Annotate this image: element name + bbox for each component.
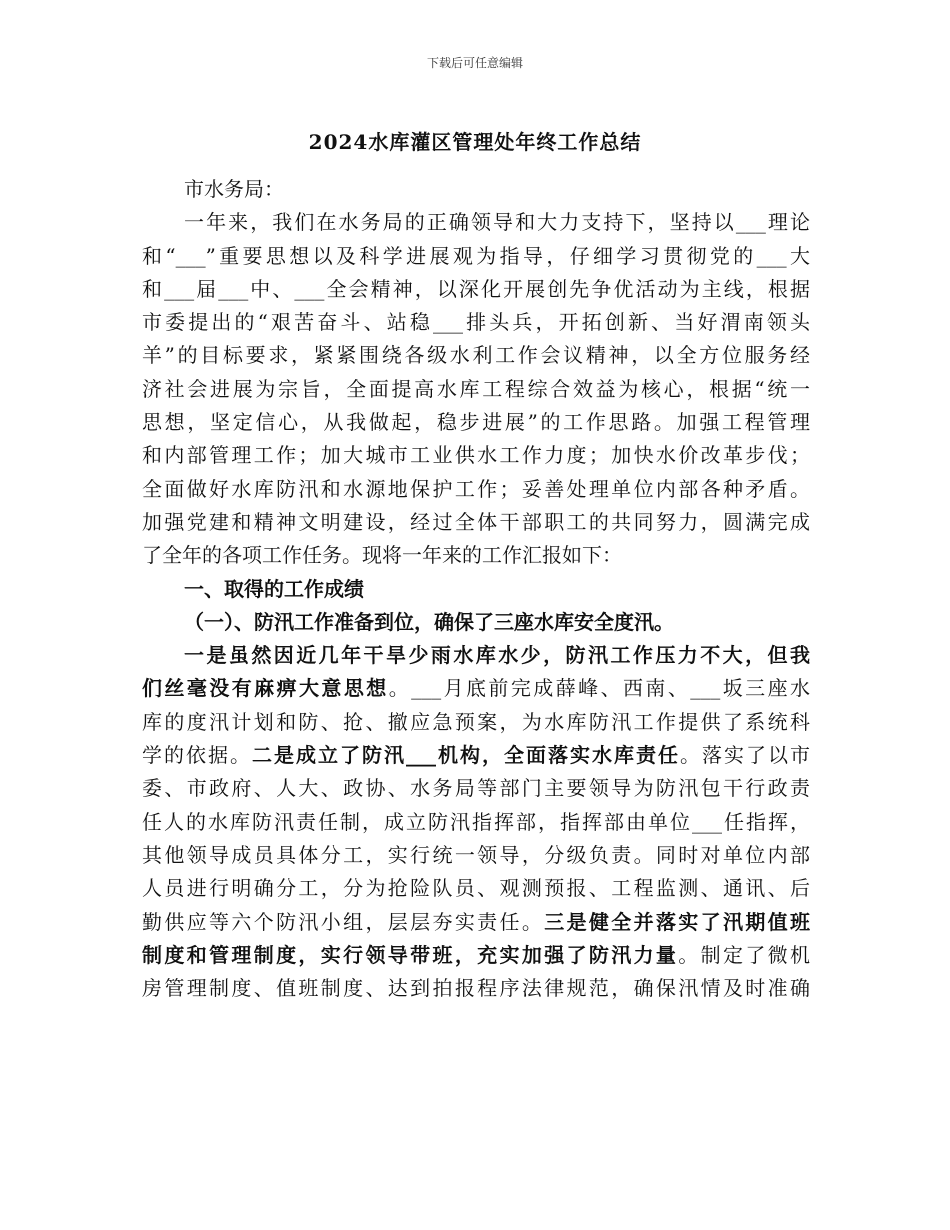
text-line xyxy=(142,739,810,772)
document-body xyxy=(142,173,810,1005)
text-line: 和___届___中、___全会精神，以深化开展创先争优活动为主线，根据 xyxy=(142,276,810,301)
text-line: 委、市政府、人大、政协、水务局等部门主要领导为防汛包干行政责 xyxy=(142,776,810,801)
text-line: 房管理制度、值班制度、达到拍报程序法律规范，确保汛情及时准确 xyxy=(142,976,810,1001)
text-run: 学的依据。 xyxy=(142,743,252,768)
text-line: 加强党建和精神文明建设，经过全体干部职工的共同努力，圆满完成 xyxy=(142,509,810,534)
text-line: 一、取得的工作成绩 xyxy=(184,576,364,601)
bold-text: 制度和管理制度，实行领导带班，充实加强了防汛力量 xyxy=(142,942,679,967)
text-line: 库的度汛计划和防、抢、撤应急预案，为水库防汛工作提供了系统科 xyxy=(142,709,810,734)
text-line: 和“___”重要思想以及科学进展观为指导，仔细学习贯彻党的___大 xyxy=(142,243,810,268)
text-line xyxy=(142,906,810,939)
header-note: 下载后可任意编辑 xyxy=(426,56,523,70)
text-line: 和内部管理工作；加大城市工业供水工作力度；加快水价改革步伐； xyxy=(142,443,810,468)
text-line: 全面做好水库防汛和水源地保护工作；妥善处理单位内部各种矛盾。 xyxy=(142,476,810,501)
text-line: 一年来，我们在水务局的正确领导和大力支持下，坚持以___理论 xyxy=(184,210,810,235)
bold-text: 二是成立了防汛___机构，全面落实水库责任 xyxy=(252,743,680,768)
document-title: 2024水库灌区管理处年终工作总结 xyxy=(308,130,642,154)
bold-text: 们丝毫没有麻痹大意思想 xyxy=(142,676,389,701)
text-line: 市委提出的“艰苦奋斗、站稳___排头兵，开拓创新、当好渭南领头 xyxy=(142,310,810,335)
text-line: 其他领导成员具体分工，实行统一领导，分级负责。同时对单位内部 xyxy=(142,842,810,867)
text-line xyxy=(142,939,810,972)
text-line: 思想，坚定信心，从我做起，稳步进展”的工作思路。加强工程管理 xyxy=(142,410,810,435)
text-line: 市水务局： xyxy=(184,177,284,201)
text-line xyxy=(142,672,810,705)
text-line: （一）、防汛工作准备到位，确保了三座水库安全度汛。 xyxy=(184,609,674,634)
text-line: 一是虽然因近几年干旱少雨水库水少，防汛工作压力不大，但我 xyxy=(184,643,810,668)
text-line: 人员进行明确分工，分为抢险队员、观测预报、工程监测、通讯、后 xyxy=(142,876,810,901)
text-line: 任人的水库防汛责任制，成立防汛指挥部，指挥部由单位___任指挥， xyxy=(142,809,810,834)
text-run: 。___月底前完成薛峰、西南、___坂三座水 xyxy=(388,676,810,701)
text-line: 济社会进展为宗旨，全面提高水库工程综合效益为核心，根据“统一 xyxy=(142,376,810,401)
text-run: 。落实了以市 xyxy=(680,743,810,768)
text-run: 。制定了微机 xyxy=(678,942,810,967)
bold-text: 三是健全并落实了汛期值班 xyxy=(544,909,810,934)
text-run: 勤供应等六个防汛小组，层层夯实责任。 xyxy=(142,909,545,934)
text-line: 羊”的目标要求，紧紧围绕各级水利工作会议精神，以全方位服务经 xyxy=(142,343,810,368)
text-line: 了全年的各项工作任务。现将一年来的工作汇报如下： xyxy=(142,543,622,568)
